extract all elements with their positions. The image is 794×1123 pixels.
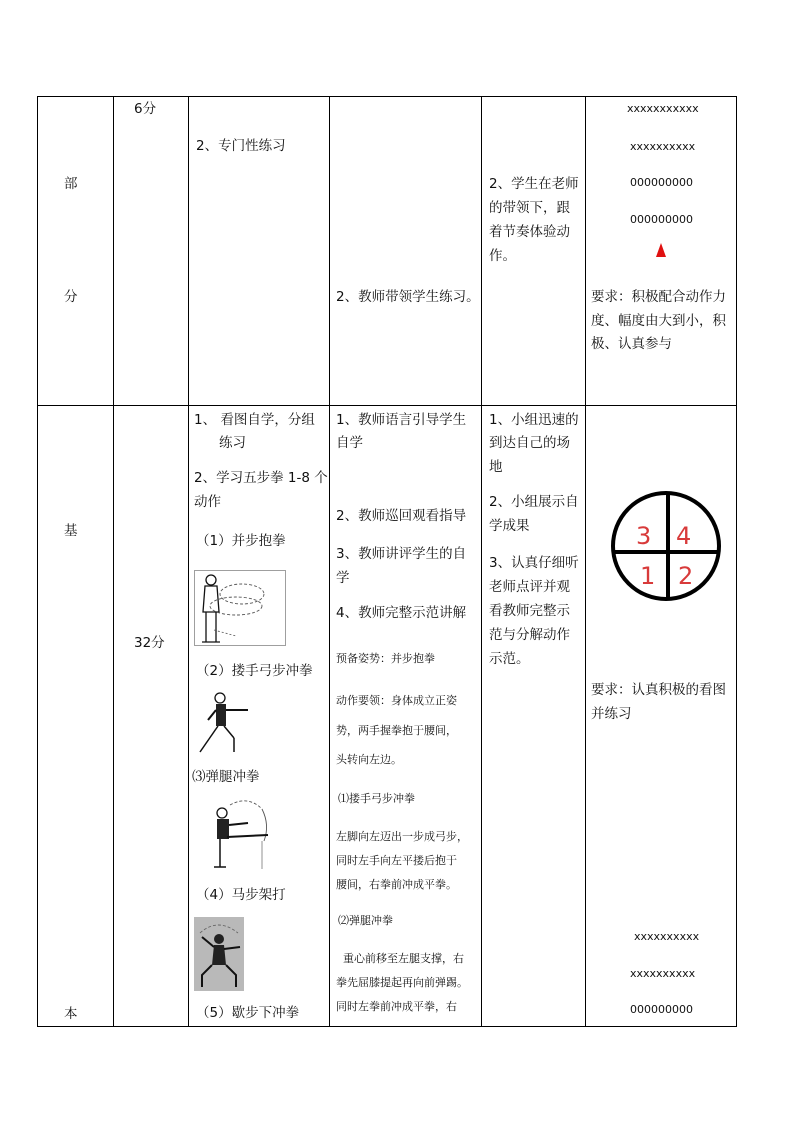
figure-mabu-icon	[194, 917, 244, 991]
table-col-divider	[585, 96, 586, 1027]
section-label-char: 分	[64, 289, 78, 305]
table-border-right	[736, 96, 737, 1027]
figure-tantui-icon	[200, 795, 272, 871]
figure-bingbu-icon	[194, 570, 286, 646]
move-label: （4）马步架打	[196, 887, 286, 903]
zone-number: 4	[676, 522, 692, 550]
table-col-divider	[113, 96, 114, 1027]
time-value: 32分	[134, 635, 165, 651]
table-col-divider	[481, 96, 482, 1027]
move-label: （2）搂手弓步冲拳	[196, 663, 313, 679]
red-triangle-icon	[656, 243, 666, 257]
teacher-activity: 2、教师带领学生练习。	[336, 289, 480, 305]
move-label: ⑶弹腿冲拳	[192, 769, 260, 785]
content-item: 2、专门性练习	[196, 138, 286, 154]
table-border-left	[37, 96, 38, 1027]
zone-number: 1	[640, 562, 656, 590]
move-label: （5）歇步下冲拳	[196, 1005, 300, 1021]
table-col-divider	[188, 96, 189, 1027]
table-row-divider	[37, 405, 737, 406]
section-label-char: 基	[64, 523, 78, 539]
figure-gongbu-icon	[194, 690, 250, 756]
section-label-char: 部	[64, 176, 78, 192]
zone-number: 2	[678, 562, 694, 590]
table-border-bottom	[37, 1026, 737, 1027]
field-zone-diagram	[610, 490, 722, 602]
section-label-char: 本	[64, 1006, 78, 1022]
move-label: （1）并步抱拳	[196, 533, 286, 549]
time-value: 6分	[134, 101, 157, 117]
zone-number: 3	[636, 522, 652, 550]
table-col-divider	[329, 96, 330, 1027]
